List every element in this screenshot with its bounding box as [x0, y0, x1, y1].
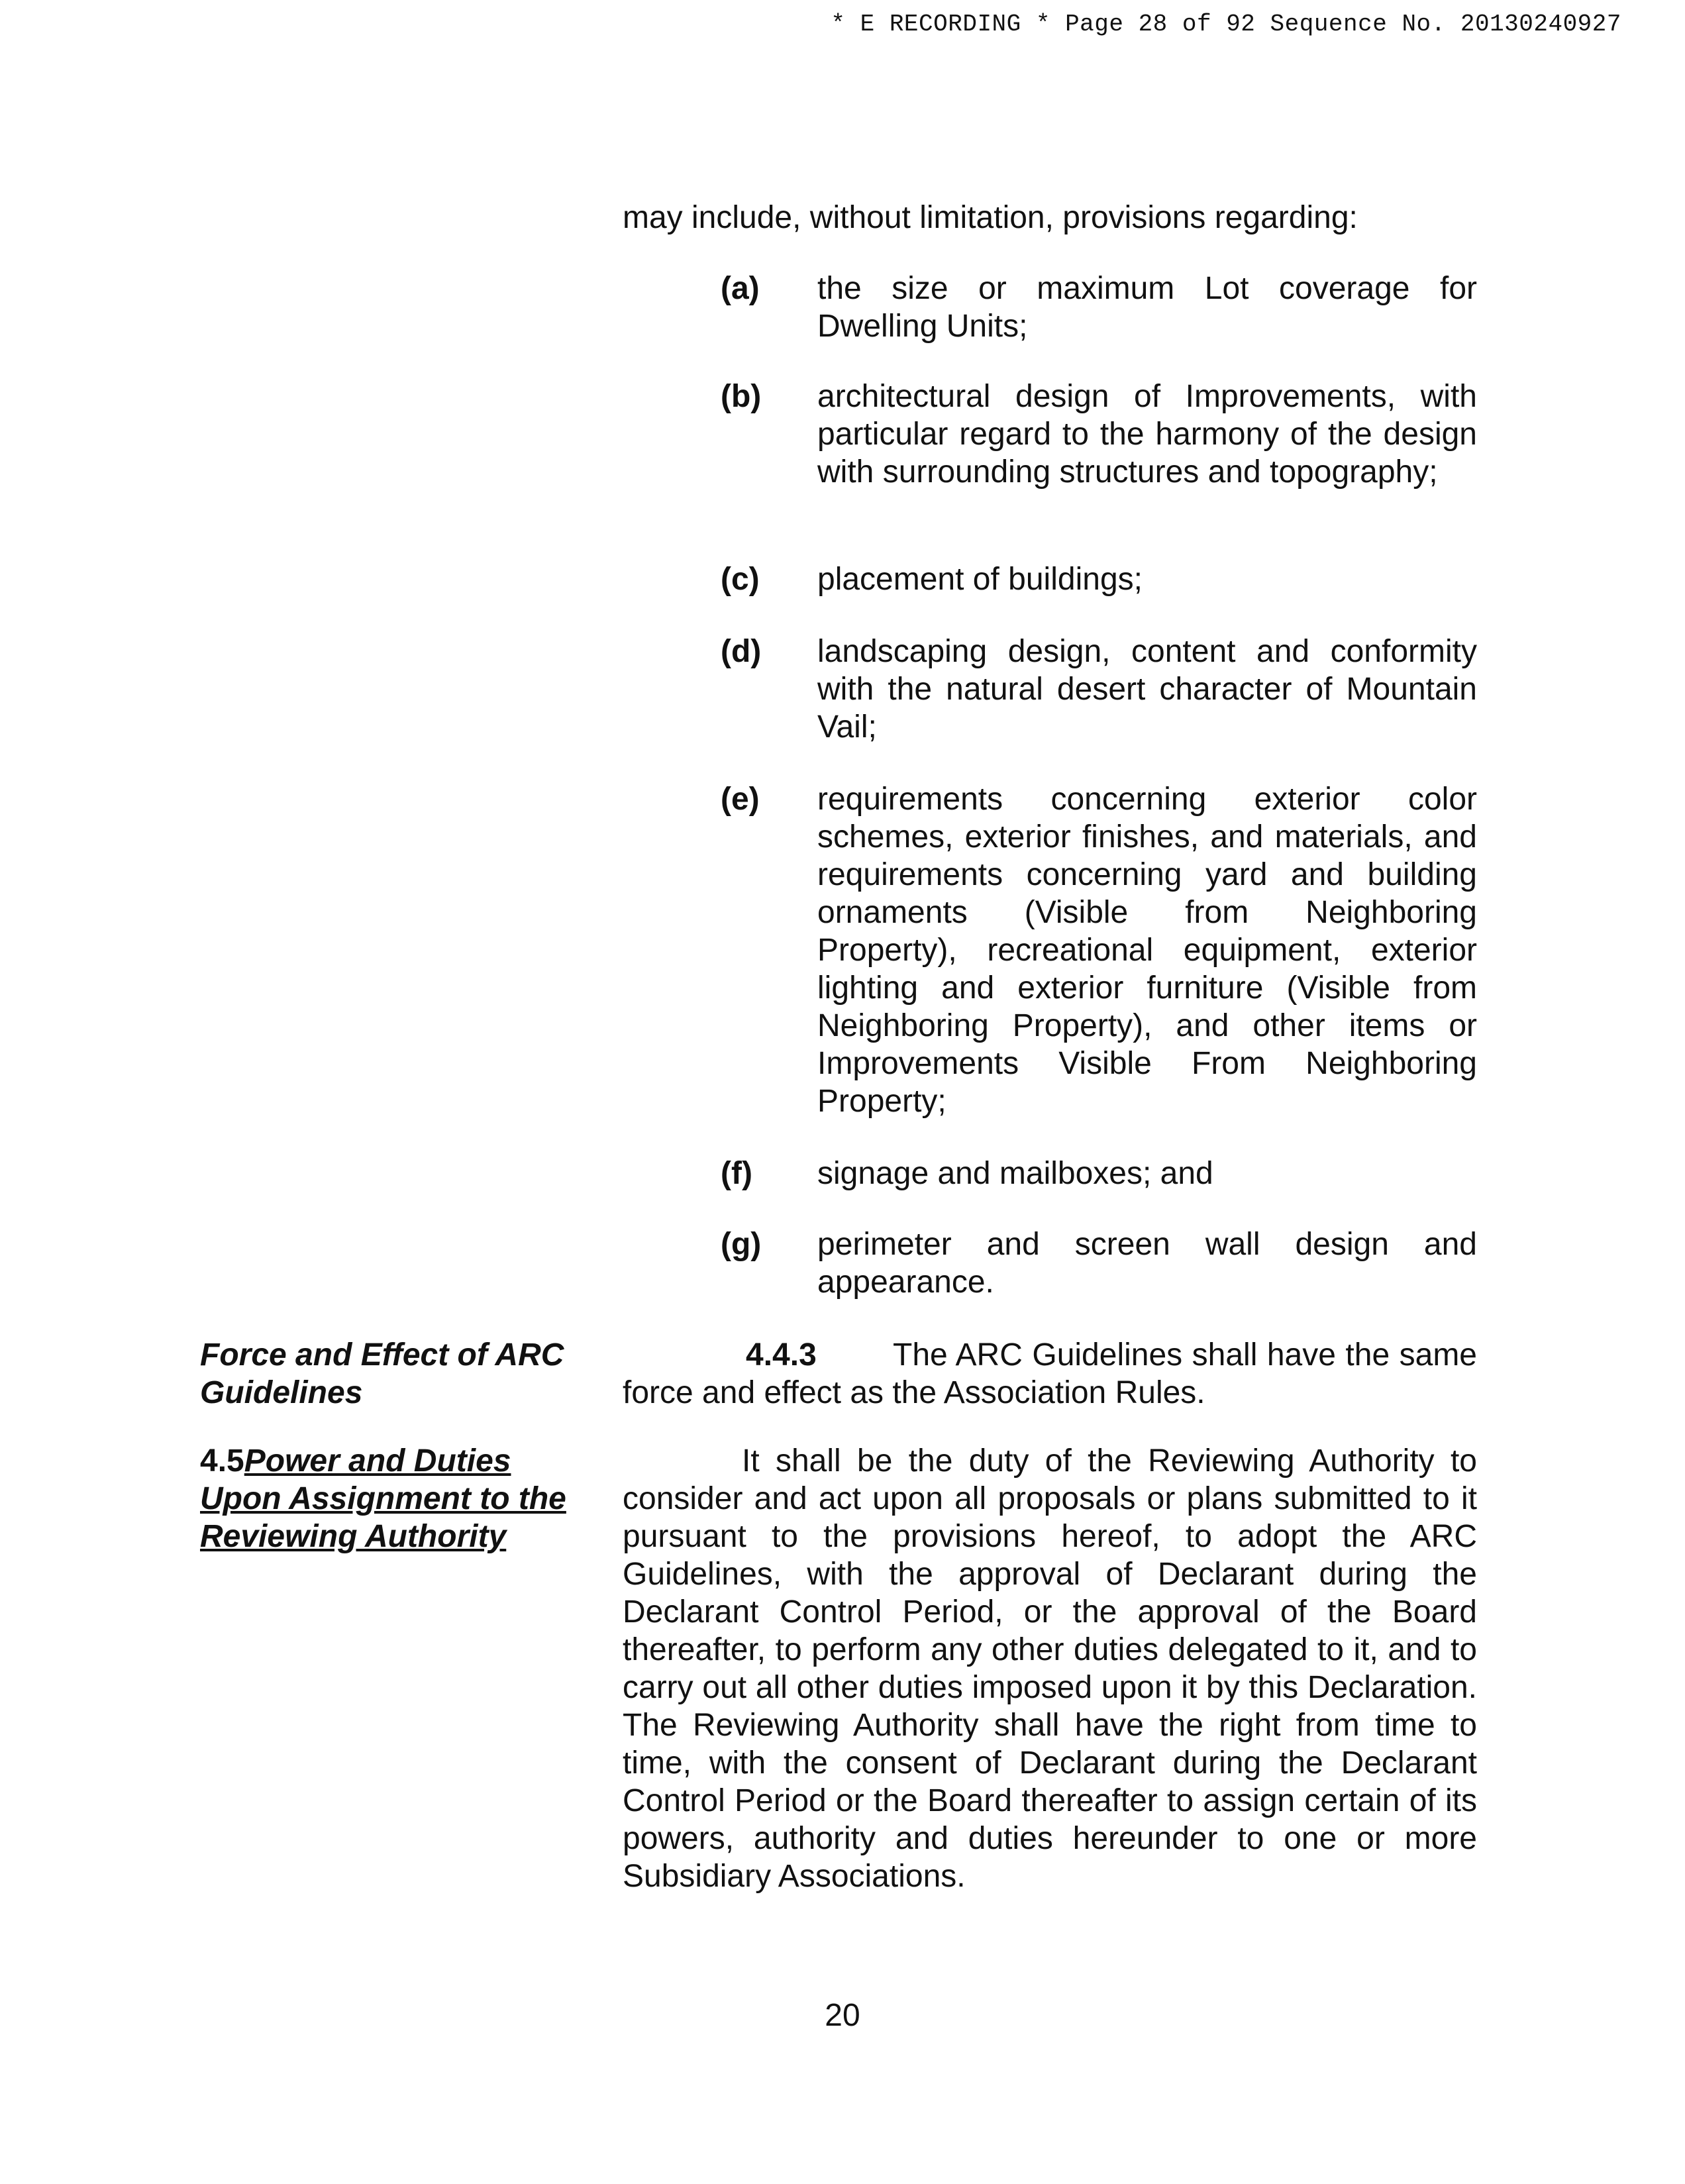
section-number: 4.4.3	[746, 1337, 817, 1373]
side-heading-power-duties	[200, 1442, 597, 1555]
page-number: 20	[825, 1998, 860, 2033]
section-4-4-3-paragraph	[623, 1336, 1477, 1412]
item-text: perimeter and screen wall design and appearance.	[817, 1227, 1477, 1300]
item-label: (c)	[721, 562, 760, 597]
item-label: (f)	[721, 1156, 752, 1191]
section-text: It shall be the duty of the Reviewing Authority to consider and act upon all proposals or plans submitted to it pursuant to the provisions hereof, to adopt the ARC Guidelines, with the approval of Declarant during the Declarant Control Period, or the approval of the Board thereafter, to perform any other duties delegated to it, and to carry out all other duties imposed upon it by this Declaration. The Reviewing Authority shall have the right from time to time, with the consent of Declarant during the Declarant Control Period or the Board thereafter to assign certain of its powers, authority and duties hereunder to one or more Subsidiary Associations.	[623, 1443, 1477, 1894]
item-label: (g)	[721, 1227, 762, 1262]
side-heading-text: Power and Duties Upon Assignment to the Reviewing Authority	[200, 1443, 566, 1554]
item-text: requirements concerning exterior color schemes, exterior finishes, and materials, and requirements concerning yard and building ornaments (Visible from Neighboring Property), recreational equipment, exterior lighting and exterior furniture (Visible from Neighboring Property), and other items or Improvements Visible From Neighboring Property;	[817, 782, 1477, 1119]
section-4-5-paragraph	[623, 1442, 1477, 1895]
item-text: signage and mailboxes; and	[817, 1156, 1213, 1191]
intro-line: may include, without limitation, provisions regarding:	[623, 200, 1358, 235]
side-heading-force-effect: Force and Effect of ARC Guidelines	[200, 1337, 564, 1410]
item-label: (e)	[721, 782, 760, 817]
section-text: The ARC Guidelines shall have the same force and effect as the Association Rules.	[623, 1337, 1477, 1410]
section-number: 4.5	[200, 1443, 244, 1479]
recording-header: * E RECORDING * Page 28 of 92 Sequence No. 20130240927	[831, 11, 1621, 38]
item-label: (d)	[721, 634, 762, 669]
item-label: (b)	[721, 379, 762, 414]
item-label: (a)	[721, 271, 760, 306]
item-text: the size or maximum Lot coverage for Dwelling Units;	[817, 271, 1477, 344]
item-text: architectural design of Improvements, with particular regard to the harmony of the design with surrounding structures and topography;	[817, 379, 1477, 490]
item-text: landscaping design, content and conformity with the natural desert character of Mountain Vail;	[817, 634, 1477, 745]
item-text: placement of buildings;	[817, 562, 1143, 597]
